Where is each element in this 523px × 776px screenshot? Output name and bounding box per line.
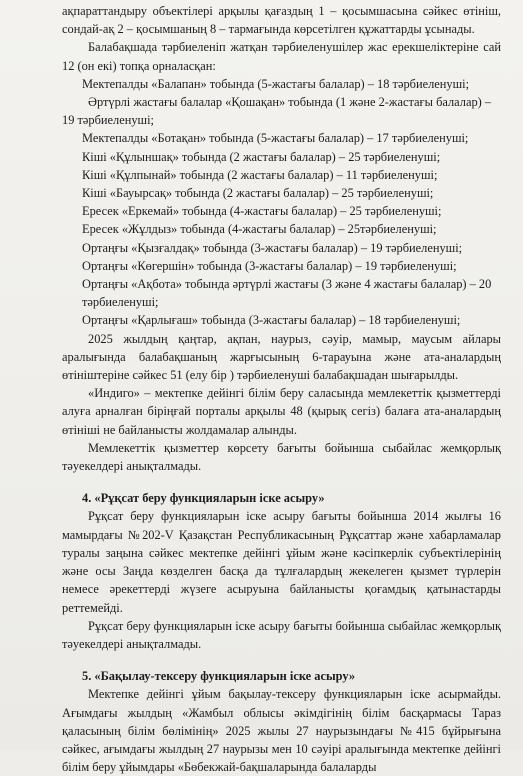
intro-paragraph: ақпараттандыру объектілері арқылы қағаздың 1 – қосымшасына сәйкес өтініш, сондай-ақ 2 – қосымшаның 8 – тармағында көрсетілген құжаттарды ұсынады. (62, 4, 501, 37)
section-5-heading: 5. «Бақылау-тексеру функцияларын іске асыру» (82, 669, 356, 684)
groups-list (62, 75, 501, 330)
state-services-risks-paragraph: Мемлекеттік қызметтер көрсету бағыты бойынша сыбайлас жемқорлық тәуекелдері анықталмады. (62, 440, 501, 474)
withdrawn-paragraph: 2025 жылдың қаңтар, ақпан, наурыз, сәуір, мамыр, маусым айлары аралығында балабақшаның жарғысының 6-тарауына және ата-аналардың өтініштеріне сәйкес 51 (елу бір ) тәрбиеленуші балабақшадан шығарылды. (62, 331, 501, 383)
list-item: Мектепалды «Балапан» тобында (5-жастағы балалар) – 18 тәрбиеленуші; (82, 76, 470, 91)
list-item: Кіші «Құлпынай» тобында (2 жастағы балалар) – 11 тәрбиеленуші; (82, 167, 438, 182)
groups-intro-paragraph: Балабақшада тәрбиеленіп жатқан тәрбиеленушілер жас ерекшеліктеріне сай 12 (он екі) топқа орналасқан: (62, 40, 501, 73)
section-4-paragraph-1: Рұқсат беру функцияларын іске асыру бағыты бойынша 2014 жылғы 16 мамырдағы №202-V Қазақстан Республикасының Рұқсаттар және хабарламалар туралы заңына сәйкес мектепке дейінгі ұйым және кәсіпкерлік субъектілерінің және осы Заңда көзделген басқа да тұлғалардың жекелеген қызмет түрлерін немесе әрекеттерді жүзеге асыруына байланысты қоғамдық қатынастарды реттемейді. (62, 509, 501, 615)
section-5-paragraph-1: Мектепке дейінгі ұйым бақылау-тексеру функцияларын іске асырмайды. Ағымдағы жылдың «Жамбыл облысы әкімдігінің білім басқармасы Тараз қаласының білім бөлімінің» 2025 жылы 27 наурызындағы №415 бұйрығына сәйкес, ағымдағы жылдың 27 наурызы мен 10 сәуірі аралығында мектепке дейінгі білім беру ұйымдары «Бөбекжай-бақшаларында балаларды (62, 687, 501, 775)
list-item: Мектепалды «Ботақан» тобында (5-жастағы балалар) – 17 тәрбиеленуші; (82, 131, 469, 146)
list-item: Кіші «Құлыншақ» тобында (2 жастағы балалар) – 25 тәрбиеленуші; (82, 149, 441, 164)
list-item: Ересек «Еркемай» тобында (4-жастағы балалар) – 25 тәрбиеленуші; (82, 204, 442, 219)
indigo-paragraph: «Индиго» – мектепке дейінгі білім беру саласында мемлекеттік қызметтерді алуға арналған біріңғай порталы арқылы 48 (қырық сегіз) балаға ата-аналардың өтініші не байланысты жолдамалар алынды. (62, 386, 501, 437)
list-item: Ортаңғы «Көгершін» тобында (3-жастағы балалар) – 19 тәрбиеленуші; (82, 258, 457, 273)
list-item: Ересек «Жұлдыз» тобында (4-жастағы балалар) – 25тәрбиеленуші; (82, 222, 437, 237)
list-item: Ортаңғы «Ақбота» тобында әртүрлі жастағы (3 және 4 жастағы балалар) – 20 тәрбиеленуші; (82, 277, 492, 310)
list-item: Ортаңғы «Қарлығаш» тобында (3-жастағы балалар) – 18 тәрбиеленуші; (82, 313, 461, 328)
section-4-heading: 4. «Рұқсат беру функцияларын іске асыру» (82, 491, 325, 506)
list-item: Кіші «Бауырсақ» тобында (2 жастағы балалар) – 25 тәрбиеленуші; (82, 186, 434, 201)
list-item: Ортаңғы «Қызғалдақ» тобында (3-жастағы балалар) – 19 тәрбиеленуші; (82, 240, 463, 255)
section-4-paragraph-2: Рұқсат беру функцияларын іске асыру бағыты бойынша сыбайлас жемқорлық тәуекелдері анықталмады. (62, 618, 501, 651)
list-item: Әртүрлі жастағы балалар «Қошақан» тобында (1 және 2-жастағы балалар) – 19 тәрбиеленуші; (62, 95, 492, 128)
